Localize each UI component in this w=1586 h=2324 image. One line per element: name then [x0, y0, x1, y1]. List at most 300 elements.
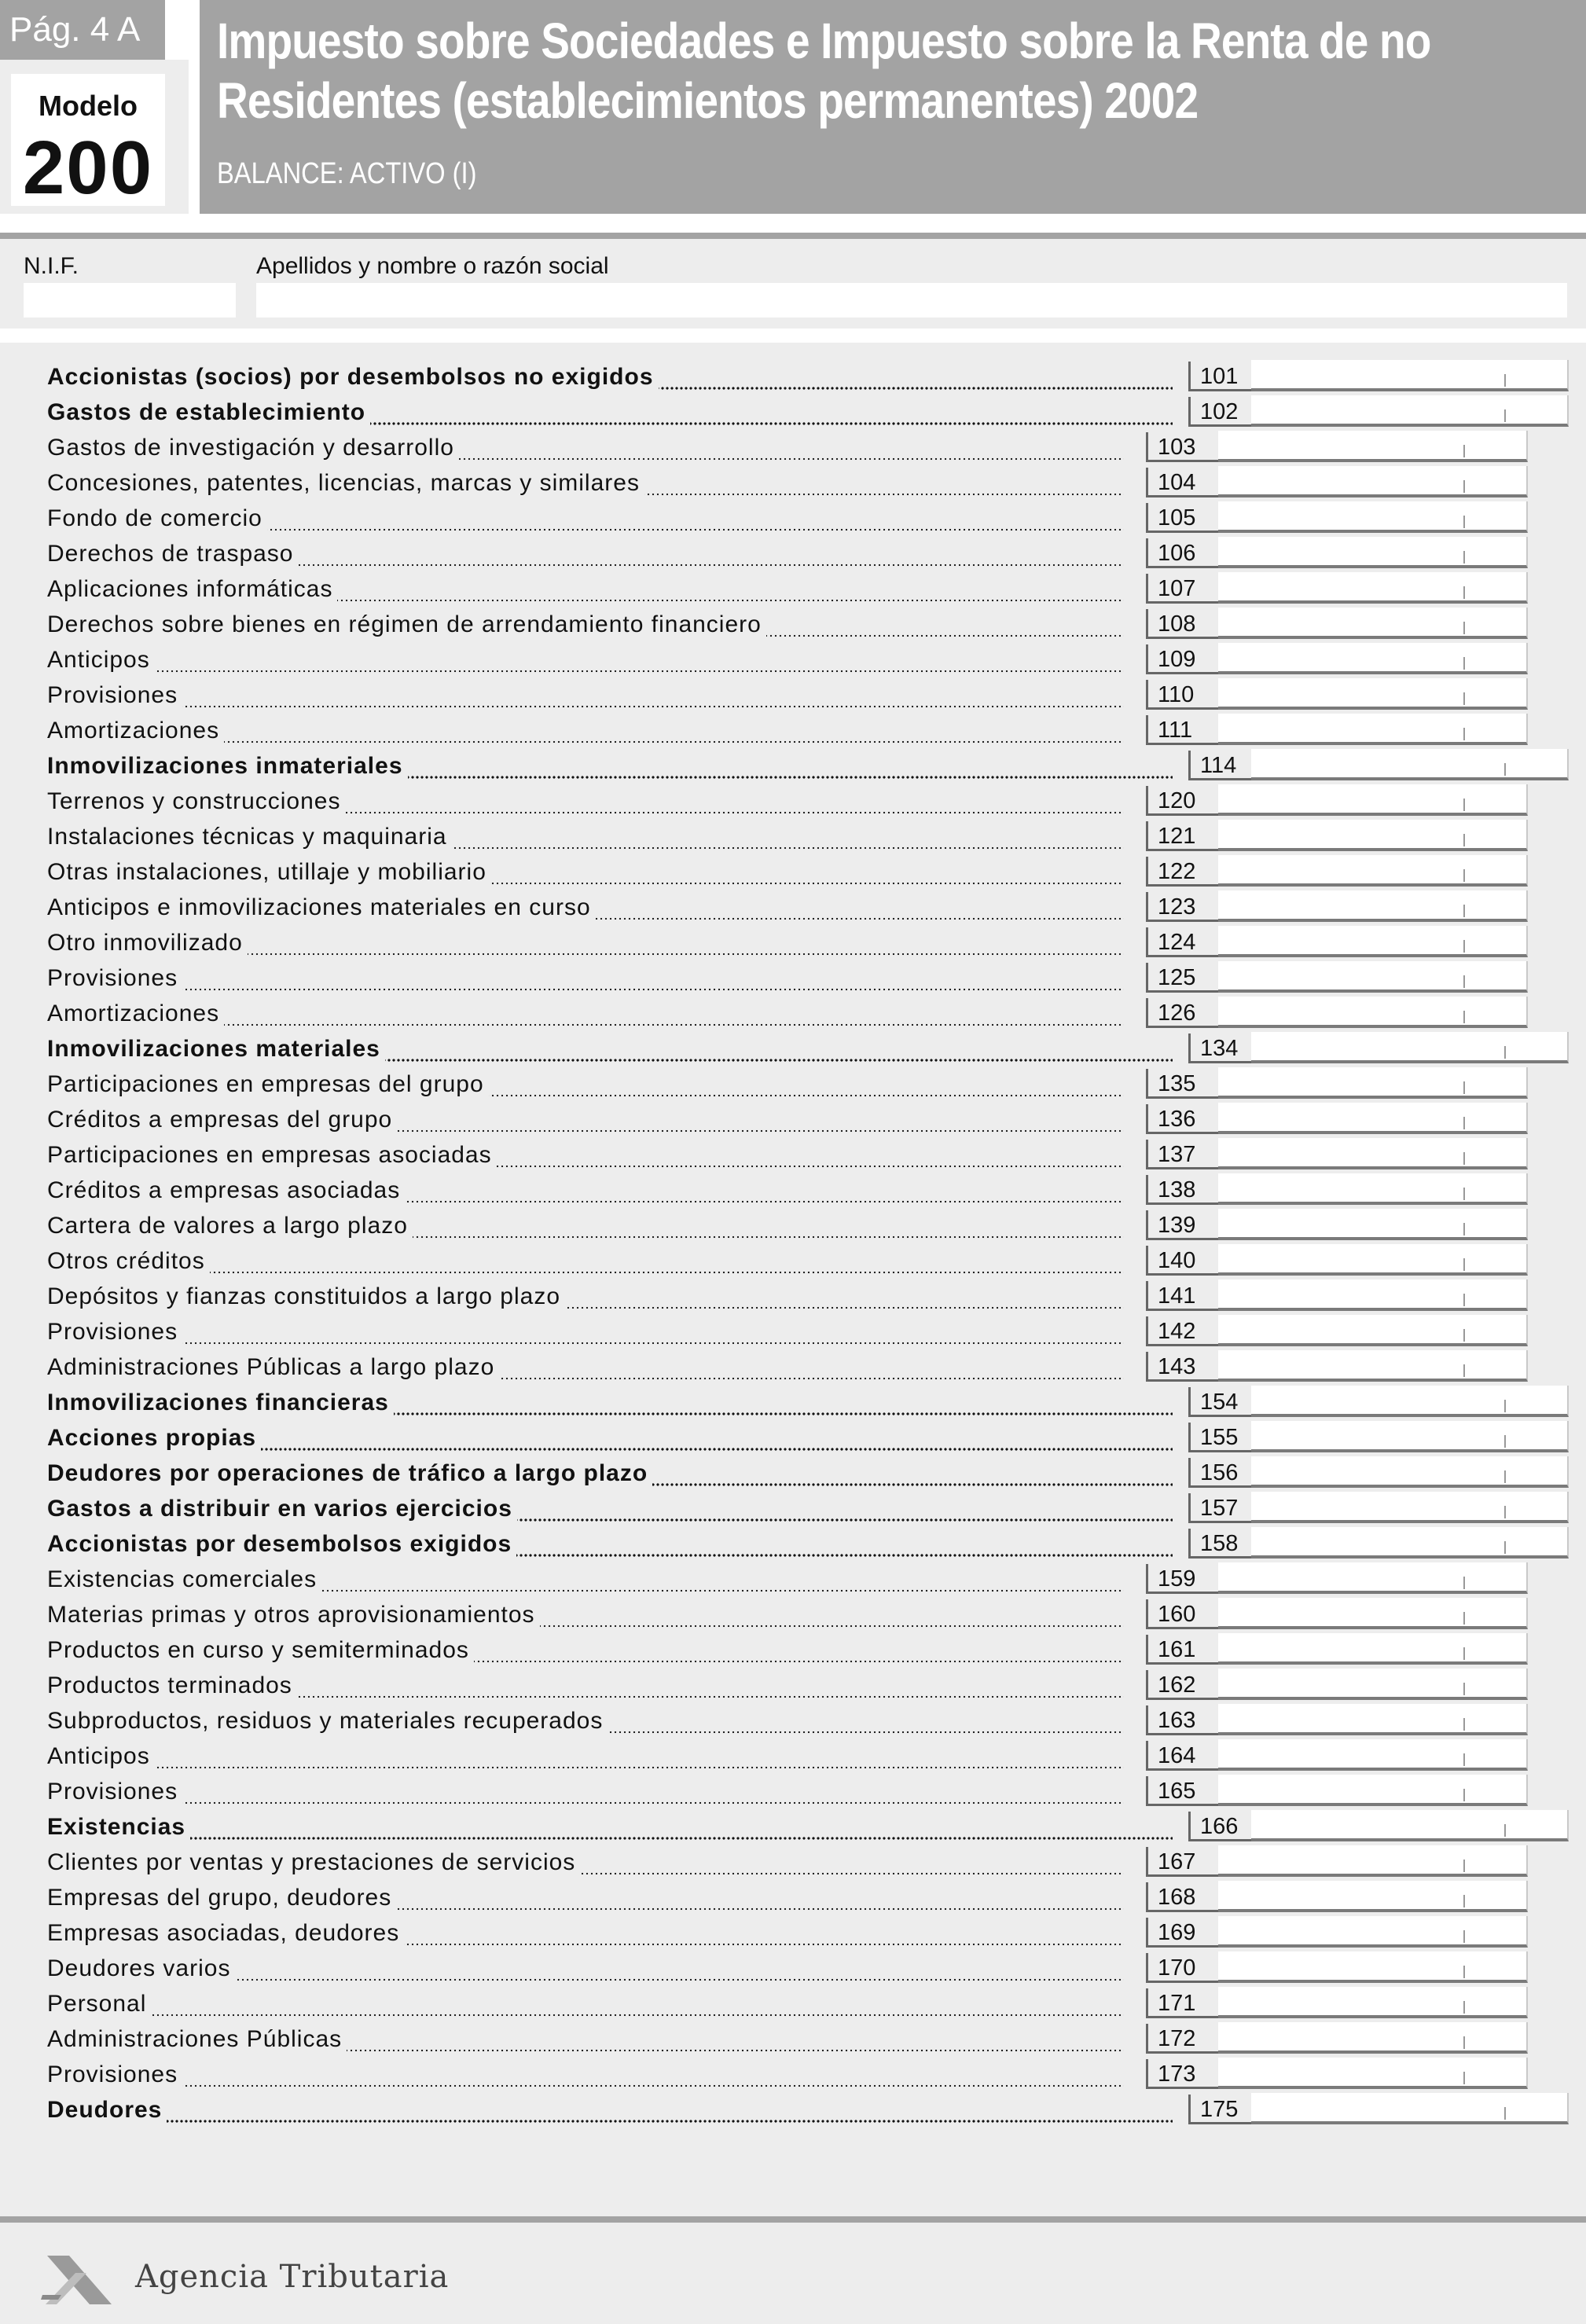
row-label-text: Provisiones	[47, 682, 182, 708]
balance-row	[0, 1951, 1586, 1986]
box-code: 169	[1146, 1918, 1218, 1948]
row-label	[47, 1209, 1124, 1243]
decimal-separator-mark	[1463, 1188, 1465, 1200]
amount-field[interactable]	[1218, 784, 1528, 816]
box-code: 111	[1146, 715, 1218, 745]
row-label	[47, 1987, 1124, 2021]
box-code: 105	[1146, 503, 1218, 533]
balance-row	[0, 1386, 1586, 1420]
box-code: 126	[1146, 998, 1218, 1028]
amount-field[interactable]	[1218, 572, 1528, 604]
decimal-separator-mark	[1463, 692, 1465, 705]
amount-field[interactable]	[1218, 1315, 1528, 1346]
form-title-line1: Impuesto sobre Sociedades e Impuesto sobre la Renta de no	[217, 13, 1431, 69]
row-label	[47, 501, 1124, 536]
box-code: 143	[1146, 1352, 1218, 1382]
amount-field[interactable]	[1218, 1951, 1528, 1983]
decimal-separator-mark	[1463, 1329, 1465, 1342]
amount-field[interactable]	[1218, 714, 1528, 745]
box-code: 102	[1188, 397, 1251, 427]
decimal-separator-mark	[1504, 1400, 1506, 1412]
balance-row	[0, 466, 1586, 501]
row-label-text: Gastos a distribuir en varios ejercicios	[47, 1496, 517, 1522]
amount-field[interactable]	[1218, 1138, 1528, 1169]
decimal-separator-mark	[1463, 1683, 1465, 1695]
row-label	[47, 1775, 1124, 1809]
row-label	[47, 1421, 1173, 1456]
row-label	[47, 997, 1124, 1031]
decimal-separator-mark	[1463, 799, 1465, 811]
decimal-separator-mark	[1463, 1753, 1465, 1766]
row-label-text: Provisiones	[47, 1319, 182, 1345]
row-label-text: Accionistas por desembolsos exigidos	[47, 1531, 516, 1557]
row-label-text: Créditos a empresas asociadas	[47, 1177, 405, 1203]
amount-field[interactable]	[1218, 1279, 1528, 1311]
decimal-separator-mark	[1463, 1577, 1465, 1589]
row-label-text: Anticipos e inmovilizaciones materiales en curso	[47, 894, 596, 920]
modelo-box	[0, 60, 189, 214]
row-label	[47, 1138, 1124, 1173]
decimal-separator-mark	[1463, 1718, 1465, 1731]
decimal-separator-mark	[1463, 622, 1465, 634]
decimal-separator-mark	[1504, 763, 1506, 776]
box-code: 135	[1146, 1069, 1218, 1099]
balance-row	[0, 855, 1586, 890]
balance-row	[0, 820, 1586, 854]
amount-field[interactable]	[1218, 1350, 1528, 1382]
decimal-separator-mark	[1463, 975, 1465, 988]
balance-row	[0, 1456, 1586, 1491]
decimal-separator-mark	[1504, 1470, 1506, 1483]
box-code: 168	[1146, 1882, 1218, 1912]
row-label-text: Deudores por operaciones de tráfico a largo plazo	[47, 1460, 652, 1486]
row-label	[47, 1951, 1124, 1986]
balance-row	[0, 360, 1586, 395]
row-label	[47, 1845, 1124, 1880]
row-label	[47, 572, 1124, 607]
row-label	[47, 1067, 1124, 1102]
box-code: 155	[1188, 1423, 1251, 1452]
balance-row	[0, 926, 1586, 960]
row-label-text: Empresas del grupo, deudores	[47, 1885, 396, 1911]
row-label	[47, 537, 1124, 571]
decimal-separator-mark	[1463, 657, 1465, 670]
decimal-separator-mark	[1504, 374, 1506, 387]
balance-row	[0, 431, 1586, 465]
decimal-separator-mark	[1463, 940, 1465, 953]
row-label	[47, 820, 1124, 854]
row-label-text: Productos en curso y semiterminados	[47, 1637, 474, 1663]
modelo-badge	[11, 74, 165, 210]
balance-row	[0, 1810, 1586, 1845]
row-label	[47, 1810, 1173, 1845]
decimal-separator-mark	[1463, 480, 1465, 493]
decimal-separator-mark	[1463, 1117, 1465, 1129]
decimal-separator-mark	[1463, 869, 1465, 882]
row-label-text: Instalaciones técnicas y maquinaria	[47, 824, 452, 850]
balance-row	[0, 1669, 1586, 1703]
balance-row	[0, 501, 1586, 536]
balance-row	[0, 1739, 1586, 1774]
decimal-separator-mark	[1463, 905, 1465, 917]
box-code: 110	[1146, 680, 1218, 710]
box-code: 101	[1188, 362, 1251, 391]
balance-row	[0, 784, 1586, 819]
nif-field[interactable]	[24, 283, 236, 318]
row-label-text: Personal	[47, 1991, 151, 2017]
amount-field[interactable]	[1218, 1633, 1528, 1665]
amount-field[interactable]	[1218, 820, 1528, 851]
row-label-text: Clientes por ventas y prestaciones de servicios	[47, 1849, 580, 1875]
amount-field[interactable]	[1218, 2022, 1528, 2054]
balance-row	[0, 1492, 1586, 1526]
row-label-text: Terrenos y construcciones	[47, 788, 346, 814]
row-label	[47, 1669, 1124, 1703]
box-code: 121	[1146, 821, 1218, 851]
footer	[0, 2223, 1586, 2324]
balance-row	[0, 1173, 1586, 1208]
balance-row	[0, 1916, 1586, 1951]
decimal-separator-mark	[1463, 1294, 1465, 1306]
balance-row	[0, 395, 1586, 430]
decimal-separator-mark	[1463, 2072, 1465, 2084]
balance-row	[0, 1987, 1586, 2021]
box-code: 103	[1146, 432, 1218, 462]
row-label	[47, 643, 1124, 677]
amount-field[interactable]	[1218, 1739, 1528, 1771]
box-code: 139	[1146, 1210, 1218, 1240]
balance-row	[0, 749, 1586, 784]
amount-field[interactable]	[1218, 1775, 1528, 1806]
row-label	[47, 1456, 1173, 1491]
box-code: 138	[1146, 1175, 1218, 1205]
balance-row	[0, 1421, 1586, 1456]
decimal-separator-mark	[1463, 1966, 1465, 1978]
amount-field[interactable]	[1218, 890, 1528, 922]
decimal-separator-mark	[1463, 834, 1465, 846]
box-code: 163	[1146, 1705, 1218, 1735]
decimal-separator-mark	[1463, 1364, 1465, 1377]
row-label-text: Productos terminados	[47, 1672, 297, 1698]
balance-row	[0, 961, 1586, 996]
row-label-text: Inmovilizaciones materiales	[47, 1036, 385, 1062]
balance-row	[0, 890, 1586, 925]
box-code: 164	[1146, 1741, 1218, 1771]
row-label-text: Amortizaciones	[47, 718, 224, 743]
balance-row	[0, 997, 1586, 1031]
amount-field[interactable]	[1251, 1421, 1569, 1452]
amount-field[interactable]	[1218, 1173, 1528, 1205]
amount-field[interactable]	[1218, 1598, 1528, 1629]
decimal-separator-mark	[1504, 2107, 1506, 2120]
row-label	[47, 395, 1173, 430]
row-label-text: Deudores	[47, 2097, 167, 2123]
box-code: 142	[1146, 1316, 1218, 1346]
row-label-text: Deudores varios	[47, 1955, 235, 1981]
box-code: 106	[1146, 538, 1218, 568]
amount-field[interactable]	[1251, 1492, 1569, 1523]
box-code: 108	[1146, 609, 1218, 639]
amount-field[interactable]	[1218, 1067, 1528, 1099]
balance-row	[0, 1598, 1586, 1632]
row-label-text: Participaciones en empresas del grupo	[47, 1071, 489, 1097]
row-label	[47, 1598, 1124, 1632]
row-label-text: Anticipos	[47, 1743, 155, 1769]
row-label-text: Otras instalaciones, utillaje y mobiliario	[47, 859, 491, 885]
row-label-text: Aplicaciones informáticas	[47, 576, 337, 602]
decimal-separator-mark	[1504, 1506, 1506, 1518]
balance-row	[0, 1562, 1586, 1597]
row-label-text: Existencias comerciales	[47, 1566, 321, 1592]
row-label-text: Otro inmovilizado	[47, 930, 248, 956]
row-label-text: Provisiones	[47, 965, 182, 991]
decimal-separator-mark	[1504, 1046, 1506, 1059]
balance-row	[0, 1704, 1586, 1738]
row-label-text: Inmovilizaciones financieras	[47, 1390, 394, 1415]
amount-field[interactable]	[1218, 961, 1528, 993]
row-label-text: Materias primas y otros aprovisionamientos	[47, 1602, 540, 1628]
decimal-separator-mark	[1463, 2001, 1465, 2014]
balance-row	[0, 1315, 1586, 1349]
box-code: 170	[1146, 1953, 1218, 1983]
row-label	[47, 1315, 1124, 1349]
identification-section	[0, 239, 1586, 329]
amount-field[interactable]	[1251, 1527, 1569, 1559]
row-label	[47, 926, 1124, 960]
row-label-text: Derechos de traspaso	[47, 541, 299, 567]
row-label	[47, 1562, 1124, 1597]
decimal-separator-mark	[1504, 1435, 1506, 1448]
decimal-separator-mark	[1463, 1647, 1465, 1660]
balance-row	[0, 1244, 1586, 1279]
box-code: 109	[1146, 644, 1218, 674]
amount-field[interactable]	[1251, 395, 1569, 427]
row-label	[47, 678, 1124, 713]
row-label	[47, 2058, 1124, 2092]
decimal-separator-mark	[1463, 516, 1465, 528]
box-code: 140	[1146, 1246, 1218, 1276]
balance-row	[0, 2022, 1586, 2057]
form-subtitle: BALANCE: ACTIVO (I)	[217, 157, 477, 190]
decimal-separator-mark	[1504, 1824, 1506, 1837]
decimal-separator-mark	[1463, 728, 1465, 740]
decimal-separator-mark	[1463, 445, 1465, 457]
box-code: 122	[1146, 857, 1218, 887]
box-code: 104	[1146, 468, 1218, 497]
balance-row	[0, 1881, 1586, 1915]
amount-field[interactable]	[1218, 537, 1528, 568]
balance-row	[0, 1032, 1586, 1067]
box-code: 136	[1146, 1104, 1218, 1134]
amount-field[interactable]	[1218, 466, 1528, 497]
row-label	[47, 1032, 1173, 1067]
row-label	[47, 890, 1124, 925]
amount-field[interactable]	[1218, 855, 1528, 887]
box-code: 157	[1188, 1493, 1251, 1523]
box-code: 134	[1188, 1034, 1251, 1063]
row-label-text: Empresas asociadas, deudores	[47, 1920, 404, 1946]
amount-field[interactable]	[1218, 501, 1528, 533]
balance-row	[0, 1209, 1586, 1243]
balance-row	[0, 1279, 1586, 1314]
row-label-text: Provisiones	[47, 1779, 182, 1804]
agencia-tributaria-logo-icon	[41, 2249, 116, 2309]
box-code: 167	[1146, 1847, 1218, 1877]
balance-row	[0, 714, 1586, 748]
balance-row	[0, 1845, 1586, 1880]
box-code: 160	[1146, 1599, 1218, 1629]
decimal-separator-mark	[1463, 1011, 1465, 1023]
row-label-text: Otros créditos	[47, 1248, 210, 1274]
row-label	[47, 714, 1124, 748]
row-label-text: Derechos sobre bienes en régimen de arrendamiento financiero	[47, 611, 766, 637]
form-title-line2: Residentes (establecimientos permanentes) 2002	[217, 72, 1199, 129]
row-label	[47, 466, 1124, 501]
amount-field[interactable]	[1218, 678, 1528, 710]
balance-row	[0, 1138, 1586, 1173]
box-code: 166	[1188, 1812, 1251, 1841]
decimal-separator-mark	[1463, 1223, 1465, 1235]
box-code: 137	[1146, 1140, 1218, 1169]
row-label	[47, 1173, 1124, 1208]
amount-field[interactable]	[1251, 2093, 1569, 2124]
box-code: 161	[1146, 1635, 1218, 1665]
row-label	[47, 1103, 1124, 1137]
amount-field[interactable]	[1218, 608, 1528, 639]
amount-field[interactable]	[1218, 1244, 1528, 1276]
balance-row	[0, 678, 1586, 713]
row-label	[47, 1350, 1124, 1385]
amount-field[interactable]	[1218, 1916, 1528, 1948]
row-label	[47, 1633, 1124, 1668]
page-number: Pág. 4 A	[0, 0, 165, 60]
amount-field[interactable]	[1218, 2058, 1528, 2089]
name-field[interactable]	[256, 283, 1567, 318]
row-label-text: Fondo de comercio	[47, 505, 267, 531]
amount-field[interactable]	[1218, 1562, 1528, 1594]
row-label-text: Provisiones	[47, 2061, 182, 2087]
amount-field[interactable]	[1218, 1881, 1528, 1912]
decimal-separator-mark	[1463, 551, 1465, 564]
decimal-separator-mark	[1463, 1930, 1465, 1943]
row-label	[47, 855, 1124, 890]
row-label-text: Gastos de investigación y desarrollo	[47, 435, 459, 461]
amount-field[interactable]	[1218, 926, 1528, 957]
row-label	[47, 360, 1173, 395]
balance-row	[0, 608, 1586, 642]
row-label	[47, 2022, 1124, 2057]
row-label-text: Inmovilizaciones inmateriales	[47, 753, 408, 779]
row-label	[47, 608, 1124, 642]
balance-row	[0, 1527, 1586, 1562]
row-label-text: Participaciones en empresas asociadas	[47, 1142, 497, 1168]
decimal-separator-mark	[1463, 586, 1465, 599]
row-label-text: Créditos a empresas del grupo	[47, 1107, 397, 1133]
box-code: 125	[1146, 963, 1218, 993]
box-code: 171	[1146, 1988, 1218, 2018]
balance-row	[0, 1067, 1586, 1102]
row-label-text: Accionistas (socios) por desembolsos no exigidos	[47, 364, 659, 390]
agency-name: Agencia Tributaria	[135, 2259, 450, 2295]
row-label-text: Anticipos	[47, 647, 155, 673]
box-code: 123	[1146, 892, 1218, 922]
amount-field[interactable]	[1218, 1669, 1528, 1700]
box-code: 154	[1188, 1387, 1251, 1417]
row-label-text: Depósitos y fianzas constituidos a largo plazo	[47, 1283, 565, 1309]
box-code: 107	[1146, 574, 1218, 604]
amount-field[interactable]	[1218, 643, 1528, 674]
row-label	[47, 431, 1124, 465]
balance-section	[0, 343, 1586, 2216]
row-label-text: Gastos de establecimiento	[47, 399, 370, 425]
decimal-separator-mark	[1463, 1860, 1465, 1872]
amount-field[interactable]	[1218, 1209, 1528, 1240]
amount-field[interactable]	[1251, 749, 1569, 780]
row-label	[47, 1916, 1124, 1951]
box-code: 173	[1146, 2059, 1218, 2089]
amount-field[interactable]	[1218, 1103, 1528, 1134]
balance-row	[0, 643, 1586, 677]
decimal-separator-mark	[1504, 1541, 1506, 1554]
row-label	[47, 2093, 1173, 2128]
row-label	[47, 1527, 1173, 1562]
row-label	[47, 784, 1124, 819]
modelo-label: Modelo	[39, 90, 138, 122]
amount-field[interactable]	[1251, 1456, 1569, 1488]
row-label-text: Administraciones Públicas	[47, 2026, 347, 2052]
box-code: 175	[1188, 2095, 1251, 2124]
row-label	[47, 1244, 1124, 1279]
amount-field[interactable]	[1251, 1810, 1569, 1841]
decimal-separator-mark	[1463, 2036, 1465, 2049]
box-code: 159	[1146, 1564, 1218, 1594]
amount-field[interactable]	[1218, 1987, 1528, 2018]
row-label-text: Acciones propias	[47, 1425, 261, 1451]
box-code: 114	[1188, 751, 1251, 780]
balance-row	[0, 572, 1586, 607]
balance-row	[0, 1775, 1586, 1809]
nif-label: N.I.F.	[24, 253, 79, 279]
title-band	[189, 0, 1586, 214]
modelo-number: 200	[22, 126, 154, 210]
box-code: 158	[1188, 1529, 1251, 1559]
row-label	[47, 1881, 1124, 1915]
row-label	[47, 1279, 1124, 1314]
amount-field[interactable]	[1218, 1845, 1528, 1877]
row-label-text: Subproductos, residuos y materiales recuperados	[47, 1708, 608, 1734]
amount-field[interactable]	[1251, 360, 1569, 391]
decimal-separator-mark	[1504, 409, 1506, 422]
amount-field[interactable]	[1218, 1704, 1528, 1735]
row-label	[47, 749, 1173, 784]
box-code: 165	[1146, 1776, 1218, 1806]
row-label-text: Existencias	[47, 1814, 190, 1840]
amount-field[interactable]	[1218, 997, 1528, 1028]
box-code: 124	[1146, 927, 1218, 957]
row-label	[47, 1704, 1124, 1738]
name-label: Apellidos y nombre o razón social	[256, 253, 609, 279]
box-code: 162	[1146, 1670, 1218, 1700]
decimal-separator-mark	[1463, 1152, 1465, 1165]
amount-field[interactable]	[1251, 1032, 1569, 1063]
amount-field[interactable]	[1218, 431, 1528, 462]
decimal-separator-mark	[1463, 1081, 1465, 1094]
box-code: 141	[1146, 1281, 1218, 1311]
amount-field[interactable]	[1251, 1386, 1569, 1417]
decimal-separator-mark	[1463, 1789, 1465, 1801]
form-title	[217, 11, 1431, 130]
top-divider	[0, 233, 1586, 239]
